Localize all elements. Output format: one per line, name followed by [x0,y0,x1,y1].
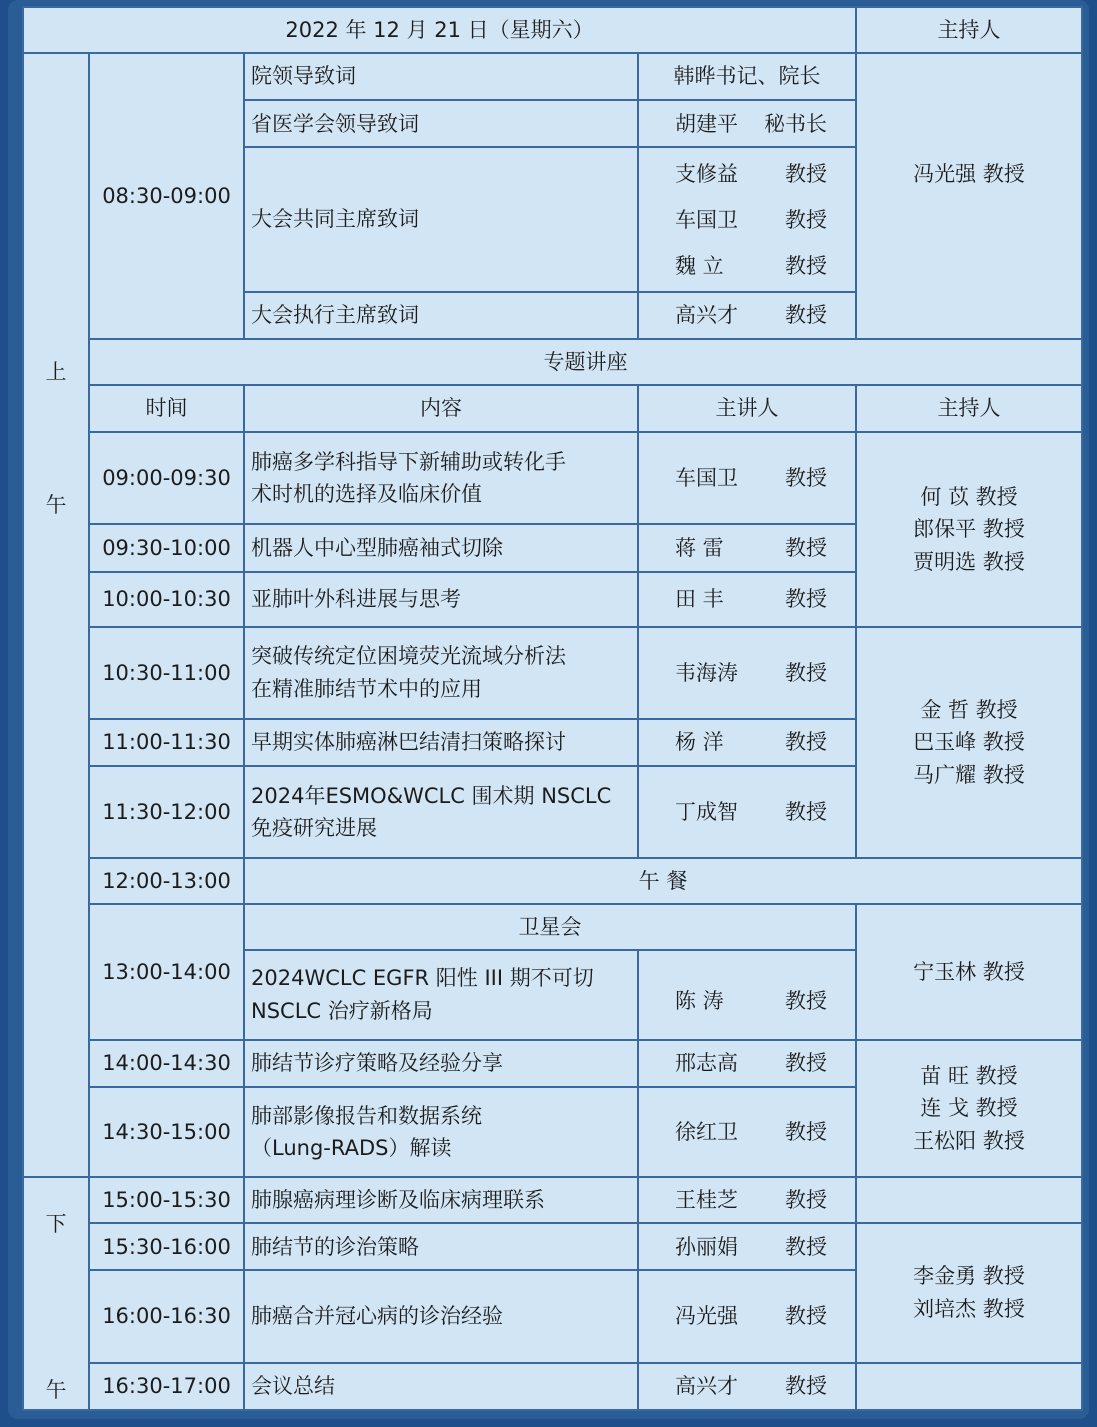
opening-speaker-1: 韩晔书记、院长 [638,53,856,100]
row-time: 10:30-11:00 [89,627,244,719]
speaker-title: 教授 [785,161,828,186]
satellite-label: 卫星会 [244,904,856,949]
speaker-name: 邢志高 [675,1051,738,1076]
row-speaker [638,950,856,1040]
host-header: 主持人 [856,7,1082,53]
row-content: 肺腺癌病理诊断及临床病理联系 [244,1177,638,1223]
speaker-title: 教授 [785,535,828,560]
speaker-title: 教授 [785,1187,828,1212]
speaker-title: 教授 [785,586,828,611]
content-line: NSCLC 治疗新格局 [251,998,433,1023]
row-speaker [638,627,856,719]
speaker-title: 教授 [785,1119,828,1144]
host-empty [856,1363,1082,1410]
speaker-name: 田 丰 [675,586,724,611]
date-header: 2022 年 12 月 21 日（星期六） [23,7,856,53]
host-name: 宁玉林 教授 [913,959,1025,984]
speaker-name: 孙丽娟 [675,1234,738,1259]
row-content [244,432,638,524]
content-line: 2024年ESMO&WCLC 围术期 NSCLC [251,783,612,808]
row-time: 11:30-12:00 [89,766,244,858]
speaker-title: 教授 [785,303,828,328]
period-pm-char-2: 午 [45,1378,67,1403]
host-group-1 [856,432,1082,627]
row-time: 09:00-09:30 [89,432,244,524]
speaker-name: 王桂芝 [675,1187,738,1212]
content-line: （Lung-RADS）解读 [251,1136,452,1161]
row-time: 09:30-10:00 [89,524,244,571]
speaker-title: 教授 [785,1304,828,1329]
speaker-title: 教授 [785,660,828,685]
content-line: 术时机的选择及临床价值 [251,482,482,507]
host-name: 郎保平 教授 [913,517,1025,542]
speaker-name: 陈 涛 [675,989,724,1014]
host-empty [856,1177,1082,1223]
host-group-5 [856,1223,1082,1362]
content-line: 2024WCLC EGFR 阳性 III 期不可切 [251,966,594,991]
speaker-title: 教授 [785,730,828,755]
row-speaker [638,524,856,571]
opening-host-name: 冯光强 教授 [913,161,1025,186]
host-group-4 [856,1040,1082,1177]
host-name: 巴玉峰 教授 [913,730,1025,755]
speaker-name: 蒋 雷 [675,535,724,560]
speaker-name: 车国卫 [675,207,738,232]
speaker-name: 高兴才 [675,1374,738,1399]
period-am [23,53,89,1177]
opening-title-3: 大会共同主席致词 [244,147,638,291]
opening-title-2: 省医学会领导致词 [244,100,638,147]
host-group-2 [856,627,1082,859]
lunch-label: 午 餐 [244,858,1082,904]
row-content: 会议总结 [244,1363,638,1410]
row-content [244,627,638,719]
host-name: 贾明选 教授 [913,549,1025,574]
period-pm [23,1177,89,1410]
speaker-title: 秘书长 [764,111,828,136]
speaker-name: 杨 洋 [675,730,724,755]
period-pm-char-1: 下 [45,1212,67,1237]
satellite-time: 13:00-14:00 [89,904,244,1039]
row-time: 15:30-16:00 [89,1223,244,1270]
row-speaker [638,1040,856,1087]
row-speaker [638,766,856,858]
row-speaker [638,1087,856,1177]
speaker-name: 韦海涛 [675,660,738,685]
lecture-section-title: 专题讲座 [89,339,1082,385]
host-name: 苗 旺 教授 [920,1063,1018,1088]
col-header-speaker: 主讲人 [638,385,856,432]
row-speaker [638,1223,856,1270]
row-speaker [638,1270,856,1362]
content-line: 免疫研究进展 [251,816,377,841]
speaker-name: 车国卫 [675,466,738,490]
row-speaker [638,719,856,766]
content-line: 肺部影像报告和数据系统 [251,1103,482,1128]
content-line: 突破传统定位困境荧光流域分析法 [251,644,566,669]
row-content: 肺癌合并冠心病的诊治经验 [244,1270,638,1362]
speaker-name: 胡建平 [675,111,738,136]
host-name: 何 苡 教授 [920,484,1018,509]
content-line: 在精准肺结节术中的应用 [251,676,482,701]
speaker-title: 教授 [785,207,828,232]
speaker-name: 丁成智 [675,799,738,824]
row-content [244,950,638,1040]
speaker-name: 高兴才 [675,303,738,328]
row-time: 10:00-10:30 [89,572,244,627]
opening-title-1: 院领导致词 [244,53,638,100]
period-am-char-1: 上 [45,360,67,385]
opening-speaker-4 [638,292,856,339]
host-name: 连 戈 教授 [920,1096,1018,1121]
col-header-host: 主持人 [856,385,1082,432]
host-name: 金 哲 教授 [920,697,1018,722]
speaker-title: 教授 [785,253,828,278]
row-time: 14:30-15:00 [89,1087,244,1177]
opening-time: 08:30-09:00 [89,53,244,339]
row-content: 早期实体肺癌淋巴结清扫策略探讨 [244,719,638,766]
speaker-title: 教授 [785,1234,828,1259]
opening-speakers-3 [638,147,856,291]
host-name: 刘培杰 教授 [913,1297,1025,1321]
row-content: 肺结节诊疗策略及经验分享 [244,1040,638,1087]
opening-speaker-2 [638,100,856,147]
speaker-title: 教授 [785,799,828,824]
opening-title-4: 大会执行主席致词 [244,292,638,339]
row-time: 11:00-11:30 [89,719,244,766]
row-speaker [638,1177,856,1223]
host-name: 李金勇 教授 [913,1264,1025,1289]
period-am-char-2: 午 [45,492,67,517]
row-time: 15:00-15:30 [89,1177,244,1223]
col-header-content: 内容 [244,385,638,432]
row-content [244,766,638,858]
schedule-table [22,6,1083,1411]
row-content: 机器人中心型肺癌袖式切除 [244,524,638,571]
row-speaker [638,432,856,524]
row-speaker [638,1363,856,1410]
speaker-name: 徐红卫 [675,1119,738,1144]
speaker-title: 教授 [785,1051,828,1076]
row-content: 肺结节的诊治策略 [244,1223,638,1270]
row-content: 亚肺叶外科进展与思考 [244,572,638,627]
content-line: 肺癌多学科指导下新辅助或转化手 [251,449,566,474]
row-time: 14:00-14:30 [89,1040,244,1087]
speaker-title: 教授 [785,466,828,490]
lunch-time: 12:00-13:00 [89,858,244,904]
host-group-3 [856,904,1082,1039]
speaker-name: 支修益 [675,161,738,186]
col-header-time: 时间 [89,385,244,432]
speaker-name: 冯光强 [675,1304,738,1329]
opening-host [856,53,1082,339]
speaker-title: 教授 [785,1374,828,1399]
row-speaker [638,572,856,627]
host-name: 王松阳 教授 [913,1128,1025,1153]
row-time: 16:30-17:00 [89,1363,244,1410]
row-content [244,1087,638,1177]
speaker-name: 魏 立 [675,253,724,278]
speaker-title: 教授 [785,989,828,1014]
row-time: 16:00-16:30 [89,1270,244,1362]
host-name: 马广耀 教授 [913,762,1025,787]
